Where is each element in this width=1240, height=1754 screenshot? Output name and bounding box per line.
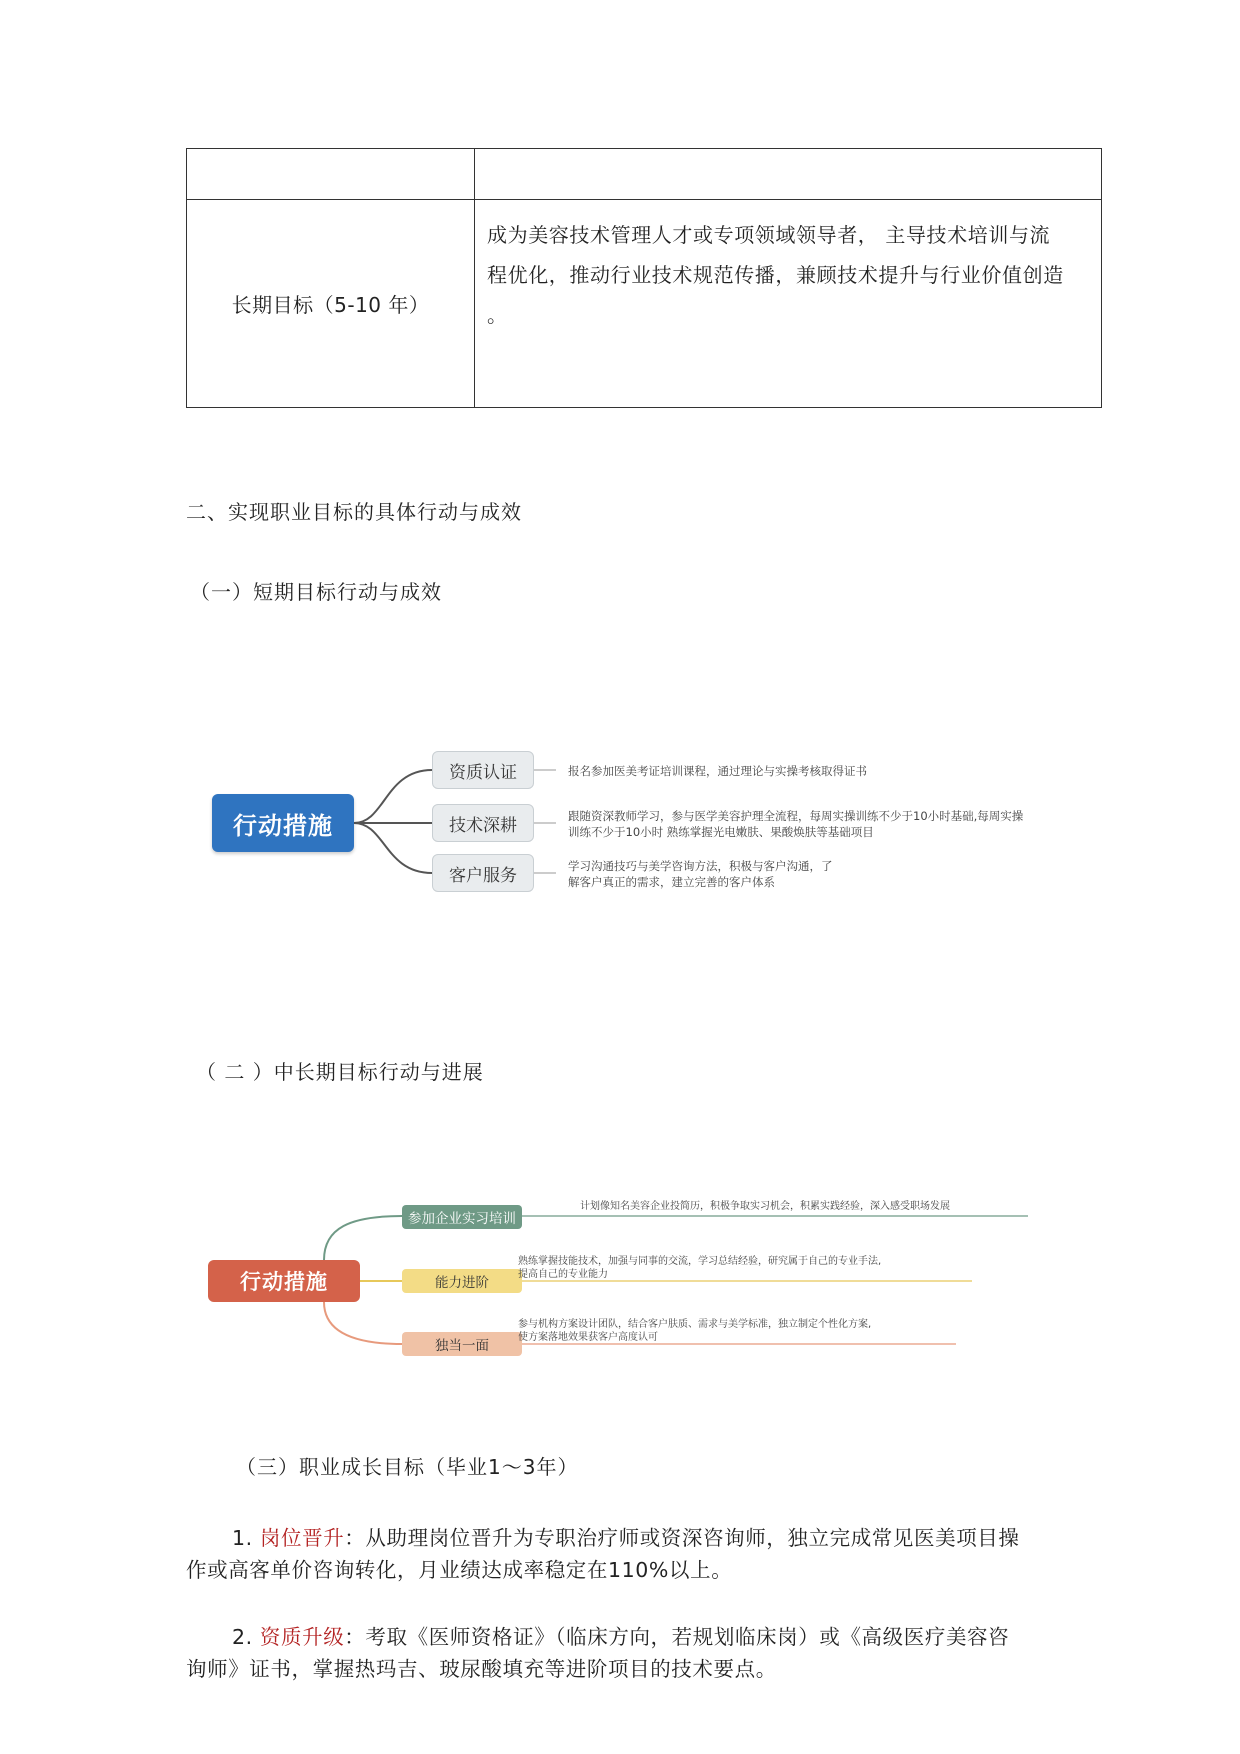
branch-node-customer-service: 客户服务 — [432, 854, 534, 892]
mindmap-root-node: 行动措施 — [212, 794, 354, 852]
table-column-divider — [474, 149, 475, 407]
career-goal-item — [186, 1522, 1056, 1586]
item-text-continued: 询师》证书，掌握热玛吉、玻尿酸填充等进阶项目的技术要点。 — [186, 1657, 777, 1681]
branch-node-ability: 能力进阶 — [402, 1269, 522, 1293]
goal-table — [186, 148, 1102, 408]
long-term-goal-label: 长期目标（5-10 年） — [231, 292, 430, 317]
subsection-heading-career-growth: （三）职业成长目标（毕业1～3年） — [236, 1455, 579, 1479]
career-goal-item — [186, 1621, 1056, 1685]
branch-node-technique: 技术深耕 — [432, 804, 534, 842]
item-text: ：从助理岗位晋升为专职治疗师或资深咨询师，独立完成常见医美项目操 — [344, 1526, 1020, 1550]
branch-description: 学习沟通技巧与美学咨询方法，积极与客户沟通，了 解客户真正的需求，建立完善的客户体系 — [568, 859, 833, 889]
branch-description: 熟练掌握技能技术，加强与同事的交流，学习总结经验，研究属于自己的专业手法, 提高自己的专业能力 — [518, 1256, 882, 1280]
item-keyword: 资质升级 — [259, 1625, 345, 1649]
branch-node-independent: 独当一面 — [402, 1332, 522, 1356]
subsection-heading-short-term: （一）短期目标行动与成效 — [190, 580, 442, 604]
item-number: 1. — [232, 1526, 253, 1550]
item-keyword: 岗位晋升 — [259, 1526, 345, 1550]
branch-description: 报名参加医美考证培训课程，通过理论与实操考核取得证书 — [568, 764, 867, 778]
branch-description: 跟随资深教师学习，参与医学美容护理全流程，每周实操训练不少于10小时基础,每周实操 训练不少于10小时 熟练掌握光电嫩肤、果酸焕肤等基础项目 — [568, 809, 1024, 839]
item-number: 2. — [232, 1625, 253, 1649]
branch-node-internship: 参加企业实习培训 — [402, 1205, 522, 1229]
branch-node-qualification: 资质认证 — [432, 751, 534, 789]
branch-description: 参与机构方案设计团队，结合客户肤质、需求与美学标准，独立制定个性化方案, 使方案落地效果获客户高度认可 — [518, 1319, 872, 1343]
subsection-heading-mid-long-term: （ 二 ）中长期目标行动与进展 — [196, 1060, 484, 1084]
long-term-goal-content: 成为美容技术管理人才或专项领域领导者， 主导技术培训与流 程优化，推动行业技术规范传播，兼顾技术提升与行业价值创造 。 — [487, 223, 1064, 327]
item-text-continued: 作或高客单价咨询转化，月业绩达成率稳定在110%以上。 — [186, 1558, 733, 1582]
item-text: ：考取《医师资格证》（临床方向，若规划临床岗）或《高级医疗美容咨 — [344, 1625, 1010, 1649]
section-heading: 二、实现职业目标的具体行动与成效 — [186, 500, 522, 524]
mindmap-root-node: 行动措施 — [208, 1260, 360, 1302]
branch-description: 计划像知名美容企业投简历，积极争取实习机会，积累实践经验，深入感受职场发展 — [580, 1201, 950, 1212]
